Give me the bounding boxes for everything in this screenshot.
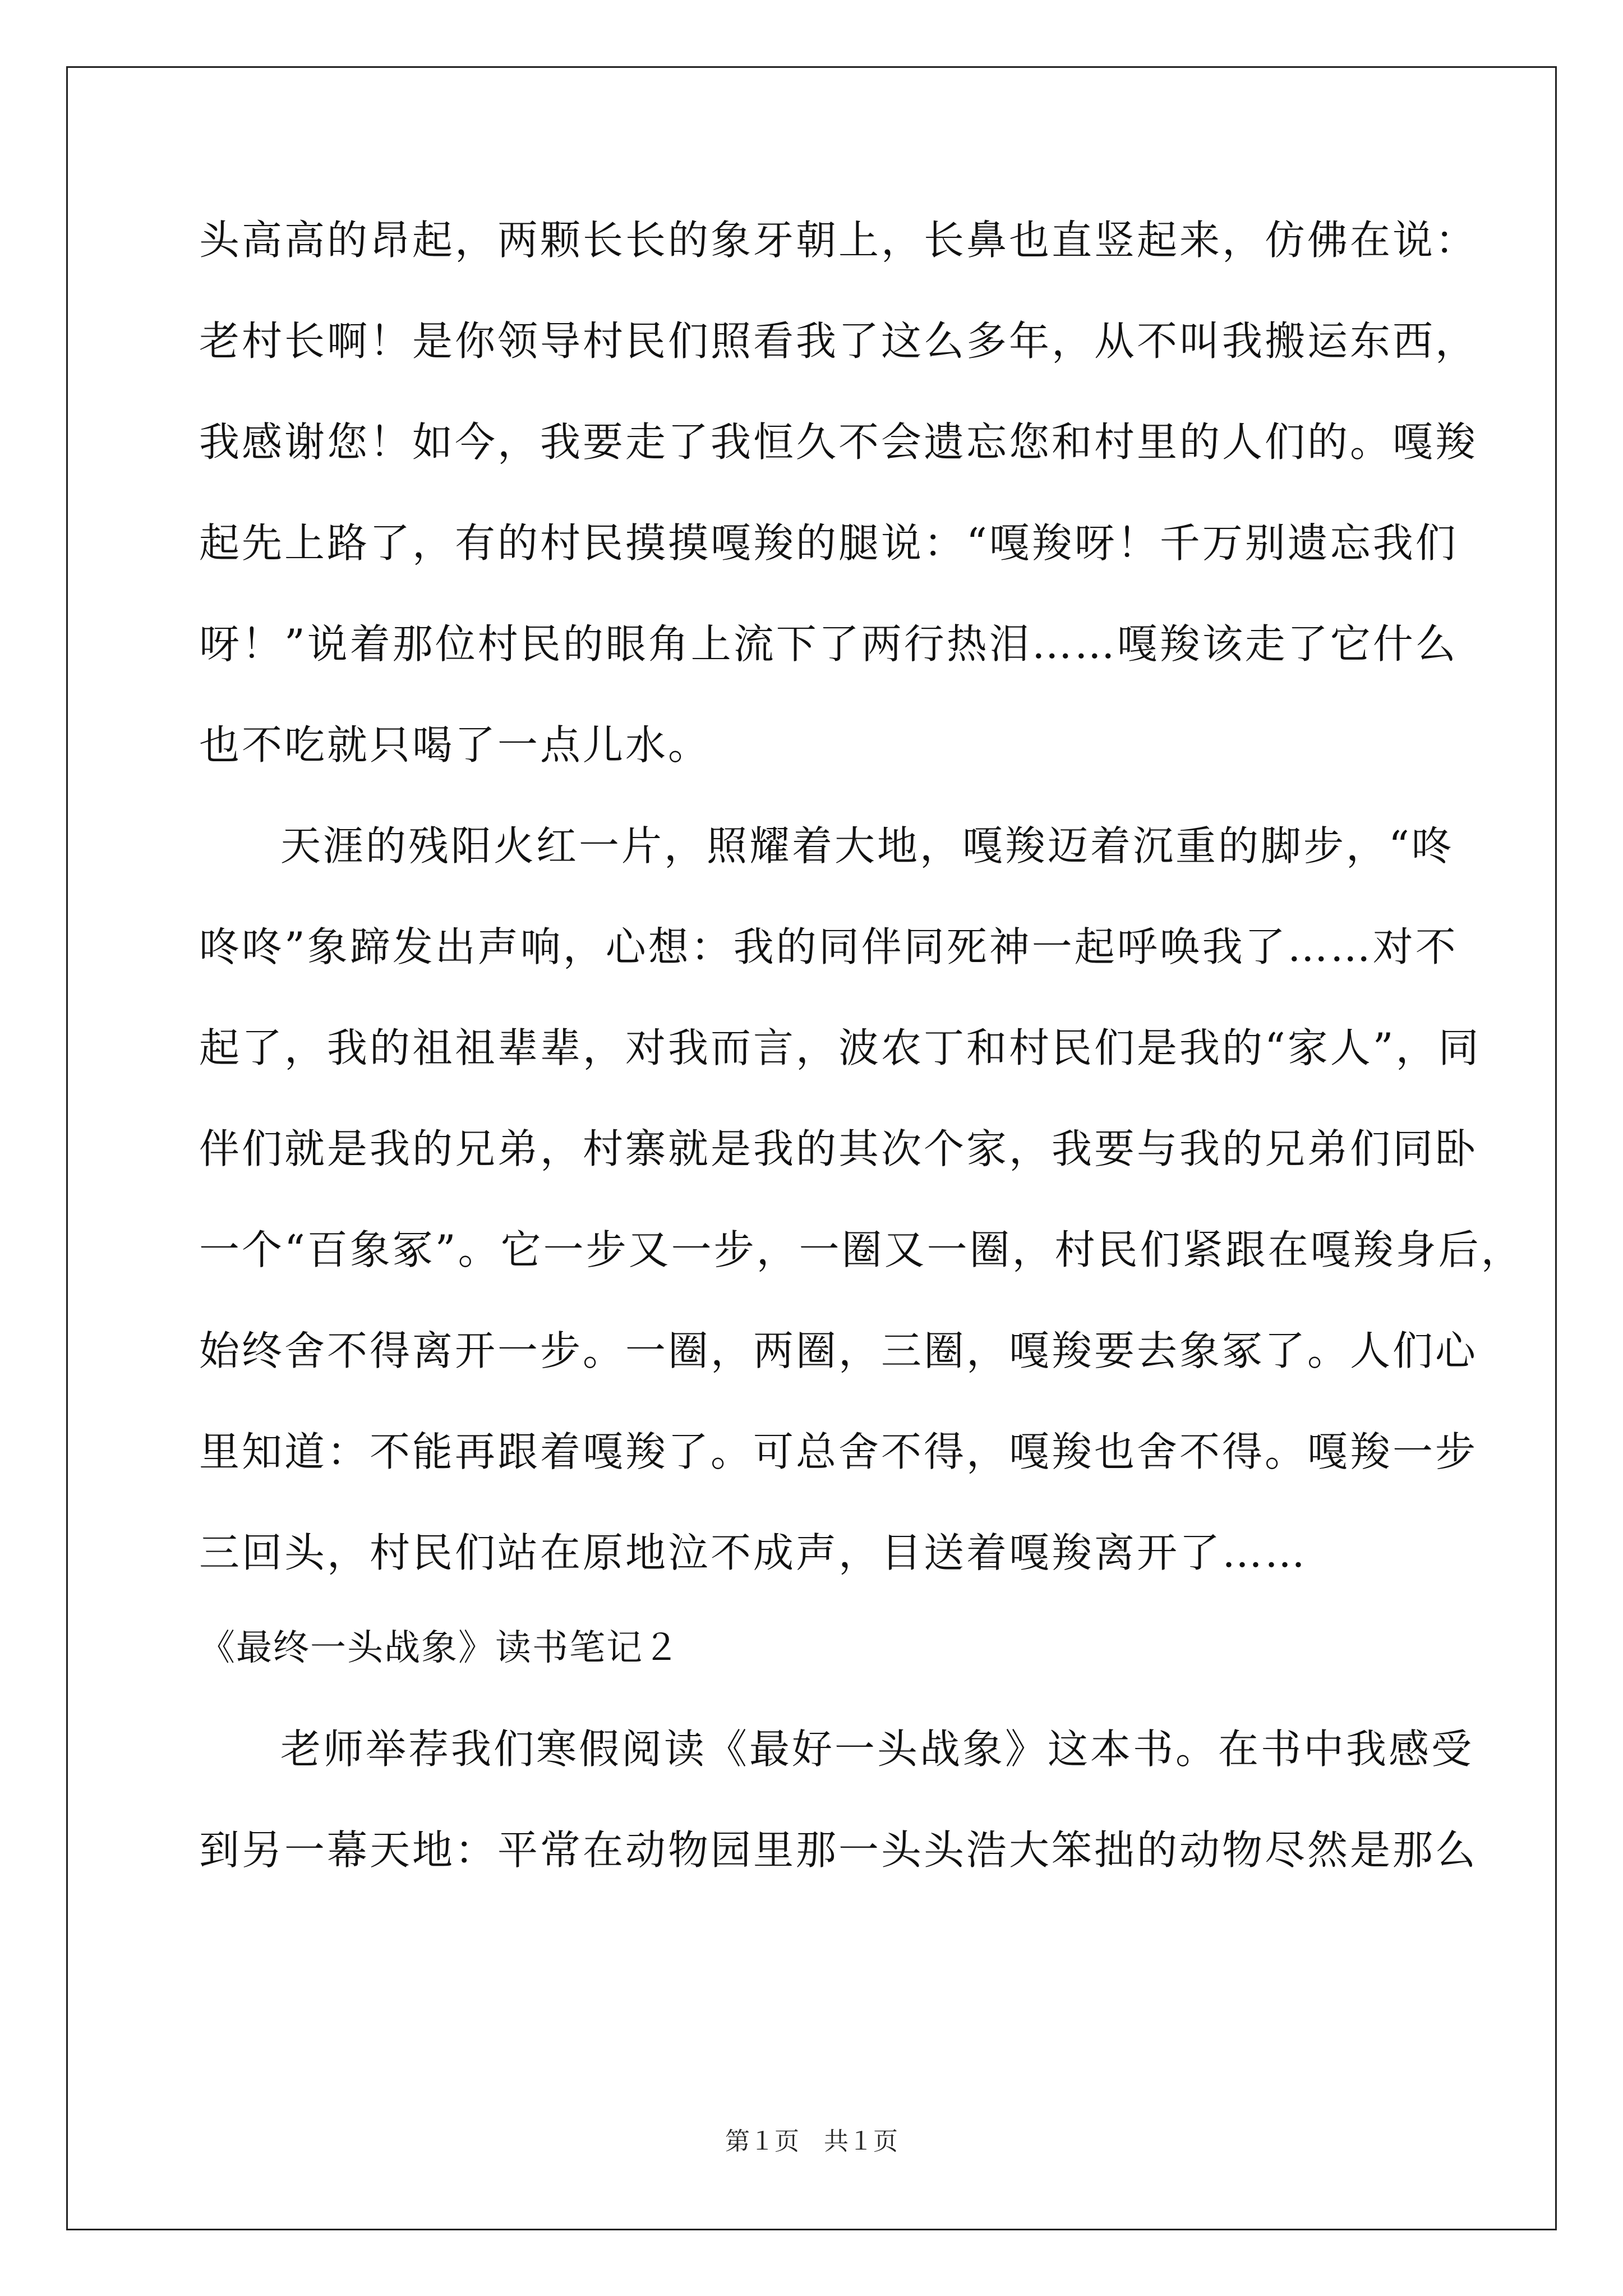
text-line: 天涯的残阳火红一片，照耀着大地，嘎羧迈着沉重的脚步，“咚 [280,822,1454,869]
text-line: 咚咚”象蹄发出声响，心想：我的同伴同死神一起呼唤我了……对不 [199,923,1458,970]
text-line: 里知道：不能再跟着嘎羧了。可总舍不得，嘎羧也舍不得。嘎羧一步 [199,1428,1478,1475]
text-line: 三回头，村民们站在原地泣不成声，目送着嘎羧离开了…… [199,1529,1308,1576]
page-footer: 第１页 共１页 [725,2127,898,2156]
text-line: 始终舍不得离开一步。一圈，两圈，三圈，嘎羧要去象冢了。人们心 [199,1327,1478,1374]
text-line: 老师举荐我们寒假阅读《最好一头战象》这本书。在书中我感受 [280,1726,1474,1773]
text-line: 一个“百象冢”。它一步又一步，一圈又一圈，村民们紧跟在嘎羧身后， [199,1226,1524,1273]
section-title: 《最终一头战象》读书笔记２ [199,1627,680,1669]
text-line: 呀！”说着那位村民的眼角上流下了两行热泪……嘎羧该走了它什么 [199,620,1458,668]
text-line: 老村长啊！是你领导村民们照看我了这么多年，从不叫我搬运东西， [199,318,1478,365]
text-line: 伴们就是我的兄弟，村寨就是我的其次个家，我要与我的兄弟们同卧 [199,1125,1478,1172]
text-line: 起了，我的祖祖辈辈，对我而言，波农丁和村民们是我的“家人”，同 [199,1024,1481,1071]
text-line: 也不吃就只喝了一点儿水。 [199,721,711,769]
text-line: 起先上路了，有的村民摸摸嘎羧的腿说：“嘎羧呀！千万别遗忘我们 [199,519,1458,567]
text-line: 到另一幕天地：平常在动物园里那一头头浩大笨拙的动物尽然是那么 [199,1826,1478,1874]
text-line: 头高高的昂起，两颗长长的象牙朝上，长鼻也直竖起来，仿佛在说： [199,217,1478,264]
text-line: 我感谢您！如今，我要走了我恒久不会遗忘您和村里的人们的。嘎羧 [199,418,1478,466]
